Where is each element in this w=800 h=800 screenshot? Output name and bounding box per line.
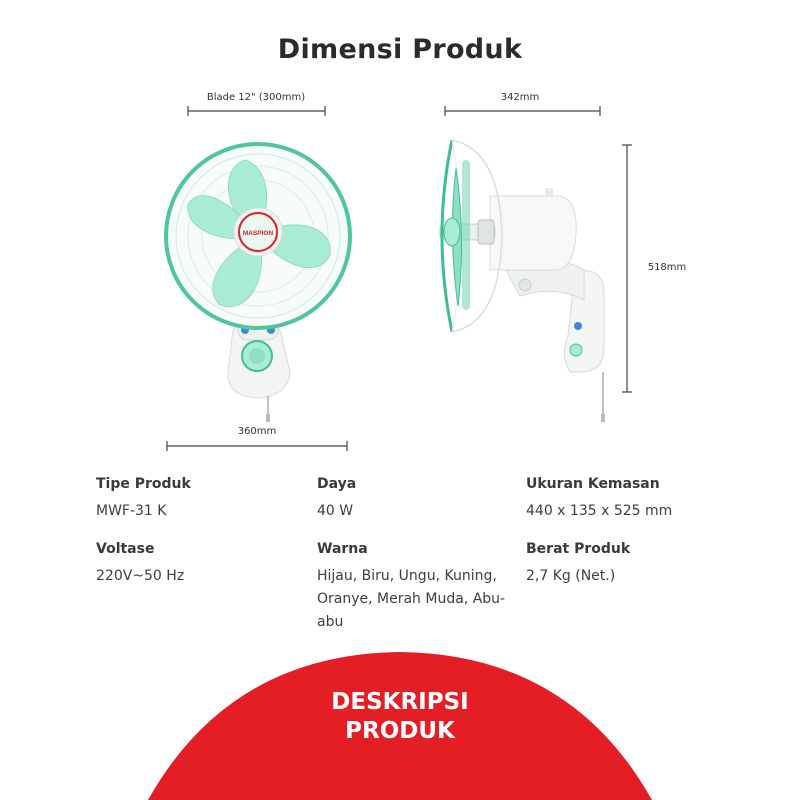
spec-daya [317,476,507,523]
depth-dimension-label: 342mm [500,92,540,103]
brand-logo: MASPION [242,230,274,237]
spec-value: 40 W [317,503,354,519]
spec-warna [317,541,509,634]
banner-line-1: DESKRIPSI [331,689,469,715]
blade-dimension-label: Blade 12" (300mm) [206,92,306,103]
fan-side-view [440,140,605,422]
spec-key: Tipe Produk [96,476,191,492]
spec-ukuran-kemasan [526,476,746,523]
spec-tipe-produk [96,476,296,523]
spec-value: 440 x 135 x 525 mm [526,503,673,519]
spec-value: Hijau, Biru, Ungu, Kuning, Oranye, Merah Muda, Abu-abu [317,568,506,630]
page-title: Dimensi Produk [277,34,523,65]
spec-berat-produk [526,541,746,588]
spec-key: Warna [317,541,368,557]
banner-line-2: PRODUK [345,718,455,744]
spec-value: MWF-31 K [96,503,167,519]
banner-title [0,688,800,746]
spec-voltase [96,541,296,588]
spec-value: 220V~50 Hz [96,568,185,584]
spec-key: Berat Produk [526,541,631,557]
spec-key: Ukuran Kemasan [526,476,660,492]
fan-front-view [166,144,350,422]
spec-key: Daya [317,476,357,492]
spec-key: Voltase [96,541,155,557]
spec-value: 2,7 Kg (Net.) [526,568,616,584]
width-dimension-label: 360mm [237,426,277,437]
height-dimension-label: 518mm [647,262,687,273]
